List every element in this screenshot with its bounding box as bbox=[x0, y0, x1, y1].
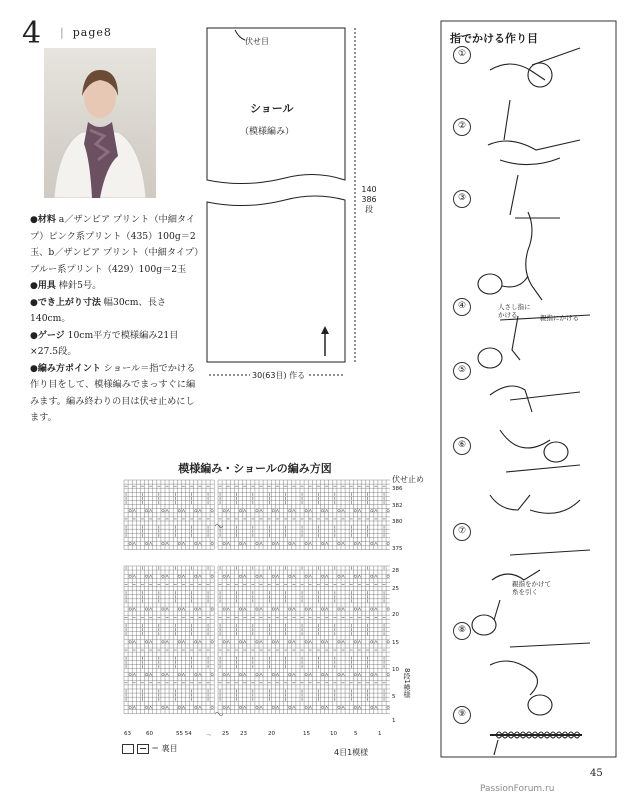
decrease-symbol bbox=[227, 706, 230, 709]
yarn-over-symbol bbox=[145, 673, 147, 675]
decrease-symbol bbox=[166, 542, 169, 545]
yarn-over-symbol bbox=[256, 510, 258, 512]
yarn-over-symbol bbox=[162, 706, 164, 708]
yarn-over-symbol bbox=[338, 673, 340, 675]
yarn-over-symbol bbox=[162, 641, 164, 643]
yarn-over-symbol bbox=[387, 542, 389, 544]
yarn-over-symbol bbox=[354, 706, 356, 708]
yarn-over-symbol bbox=[272, 575, 274, 577]
row-repeat-label: 8段1模様 bbox=[403, 668, 411, 698]
cast-on-title: 指でかける作り目 bbox=[450, 32, 538, 45]
decrease-symbol bbox=[227, 575, 230, 578]
yarn-over-symbol bbox=[223, 575, 225, 577]
yarn-over-symbol bbox=[162, 575, 164, 577]
yarn-over-symbol bbox=[239, 608, 241, 610]
decrease-symbol bbox=[292, 575, 295, 578]
row-label: 1 bbox=[392, 718, 396, 724]
col-label: 10 bbox=[330, 731, 337, 737]
decrease-symbol bbox=[198, 640, 201, 643]
yarn-over-symbol bbox=[162, 510, 164, 512]
step-number: ③ bbox=[453, 190, 471, 208]
step-number: ⑥ bbox=[453, 437, 471, 455]
yarn-over-symbol bbox=[272, 706, 274, 708]
decrease-symbol bbox=[292, 706, 295, 709]
yarn-over-symbol bbox=[239, 510, 241, 512]
yarn-over-symbol bbox=[321, 510, 323, 512]
decrease-symbol bbox=[182, 608, 185, 611]
decrease-symbol bbox=[325, 542, 328, 545]
shawl-title: ショール bbox=[250, 102, 294, 115]
bind-off-end-label: 伏せ止め bbox=[392, 475, 424, 484]
yarn-over-symbol bbox=[145, 706, 147, 708]
yarn-over-symbol bbox=[354, 575, 356, 577]
decrease-symbol bbox=[309, 542, 312, 545]
yarn-over-symbol bbox=[321, 673, 323, 675]
yarn-over-symbol bbox=[129, 673, 131, 675]
yarn-over-symbol bbox=[289, 641, 291, 643]
decrease-symbol bbox=[260, 575, 263, 578]
yarn-over-symbol bbox=[211, 542, 213, 544]
row-label: 382 bbox=[392, 503, 403, 509]
yarn-over-symbol bbox=[354, 510, 356, 512]
yarn-over-symbol bbox=[338, 510, 340, 512]
yarn-over-symbol bbox=[289, 608, 291, 610]
yarn-over-symbol bbox=[338, 641, 340, 643]
yarn-over-symbol bbox=[289, 575, 291, 577]
step-number: ① bbox=[453, 46, 471, 64]
yarn-over-symbol bbox=[145, 608, 147, 610]
col-repeat-label: 4目1模様 bbox=[334, 748, 369, 757]
yarn-over-symbol bbox=[305, 575, 307, 577]
materials-list bbox=[30, 212, 200, 427]
yarn-over-symbol bbox=[129, 608, 131, 610]
page-reference: | page8 bbox=[60, 26, 112, 39]
decrease-symbol bbox=[243, 673, 246, 676]
decrease-symbol bbox=[243, 608, 246, 611]
width-label: 30(63目) 作る bbox=[252, 371, 306, 380]
yarn-over-symbol bbox=[195, 706, 197, 708]
decrease-symbol bbox=[182, 542, 185, 545]
yarn-over-symbol bbox=[195, 641, 197, 643]
yarn-over-symbol bbox=[211, 673, 213, 675]
decrease-symbol bbox=[149, 542, 152, 545]
yarn-over-symbol bbox=[387, 608, 389, 610]
row-label: 25 bbox=[392, 586, 399, 592]
yarn-over-symbol bbox=[289, 542, 291, 544]
decrease-symbol bbox=[325, 509, 328, 512]
decrease-symbol bbox=[260, 542, 263, 545]
cast-on-illustrations bbox=[470, 40, 610, 755]
yarn-over-symbol bbox=[129, 510, 131, 512]
step-number: ② bbox=[453, 118, 471, 136]
yarn-over-symbol bbox=[354, 608, 356, 610]
decrease-symbol bbox=[276, 673, 279, 676]
yarn-over-symbol bbox=[195, 510, 197, 512]
decrease-symbol bbox=[374, 608, 377, 611]
decrease-symbol bbox=[342, 640, 345, 643]
chart-title: 模様編み・ショールの編み方図 bbox=[178, 462, 332, 475]
yarn-over-symbol bbox=[305, 706, 307, 708]
yarn-over-symbol bbox=[371, 510, 373, 512]
col-label: 55 54 bbox=[176, 731, 192, 737]
yarn-over-symbol bbox=[178, 542, 180, 544]
model-photo bbox=[44, 48, 156, 198]
yarn-over-symbol bbox=[239, 542, 241, 544]
yarn-over-symbol bbox=[387, 510, 389, 512]
yarn-over-symbol bbox=[211, 608, 213, 610]
step-number: ⑧ bbox=[453, 622, 471, 640]
yarn-over-symbol bbox=[195, 673, 197, 675]
col-label: 63 bbox=[124, 731, 131, 737]
decrease-symbol bbox=[374, 542, 377, 545]
yarn-over-symbol bbox=[195, 575, 197, 577]
yarn-over-symbol bbox=[223, 608, 225, 610]
row-label: 28 bbox=[392, 568, 399, 574]
yarn-over-symbol bbox=[371, 575, 373, 577]
yarn-over-symbol bbox=[354, 641, 356, 643]
yarn-over-symbol bbox=[371, 542, 373, 544]
decrease-symbol bbox=[243, 575, 246, 578]
step-number: ④ bbox=[453, 298, 471, 316]
yarn-over-symbol bbox=[223, 510, 225, 512]
yarn-over-symbol bbox=[239, 673, 241, 675]
decrease-symbol bbox=[325, 673, 328, 676]
col-label: 15 bbox=[303, 731, 310, 737]
step-number: ⑨ bbox=[453, 706, 471, 724]
yarn-over-symbol bbox=[162, 542, 164, 544]
yarn-over-symbol bbox=[162, 608, 164, 610]
decrease-symbol bbox=[342, 706, 345, 709]
decrease-symbol bbox=[149, 706, 152, 709]
yarn-over-symbol bbox=[256, 673, 258, 675]
decrease-symbol bbox=[325, 640, 328, 643]
yarn-over-symbol bbox=[256, 575, 258, 577]
yarn-over-symbol bbox=[178, 510, 180, 512]
row-label: 15 bbox=[392, 640, 399, 646]
decrease-symbol bbox=[358, 575, 361, 578]
decrease-symbol bbox=[292, 509, 295, 512]
decrease-symbol bbox=[227, 542, 230, 545]
decrease-symbol bbox=[133, 608, 136, 611]
yarn-over-symbol bbox=[145, 575, 147, 577]
decrease-symbol bbox=[227, 640, 230, 643]
decrease-symbol bbox=[276, 509, 279, 512]
decrease-symbol bbox=[260, 640, 263, 643]
col-label: 1 bbox=[378, 731, 382, 737]
yarn-over-symbol bbox=[129, 706, 131, 708]
yarn-over-symbol bbox=[178, 575, 180, 577]
yarn-over-symbol bbox=[145, 542, 147, 544]
decrease-symbol bbox=[227, 509, 230, 512]
decrease-symbol bbox=[358, 509, 361, 512]
yarn-over-symbol bbox=[178, 673, 180, 675]
decrease-symbol bbox=[133, 509, 136, 512]
yarn-over-symbol bbox=[256, 641, 258, 643]
yarn-over-symbol bbox=[272, 673, 274, 675]
yarn-over-symbol bbox=[338, 706, 340, 708]
yarn-over-symbol bbox=[272, 510, 274, 512]
decrease-symbol bbox=[182, 509, 185, 512]
yarn-over-symbol bbox=[338, 542, 340, 544]
decrease-symbol bbox=[292, 673, 295, 676]
decrease-symbol bbox=[198, 706, 201, 709]
tools-item: ●用具 棒針5号。 bbox=[30, 280, 102, 291]
decrease-symbol bbox=[342, 509, 345, 512]
yarn-over-symbol bbox=[338, 575, 340, 577]
col-label: 60 bbox=[146, 731, 153, 737]
yarn-over-symbol bbox=[321, 542, 323, 544]
decrease-symbol bbox=[149, 509, 152, 512]
decrease-symbol bbox=[133, 542, 136, 545]
col-label: 23 bbox=[240, 731, 247, 737]
decrease-symbol bbox=[342, 608, 345, 611]
yarn-over-symbol bbox=[387, 641, 389, 643]
size-item: ●でき上がり寸法 幅30cm、長さ140cm。 bbox=[30, 296, 167, 324]
row-label: 20 bbox=[392, 612, 399, 618]
length-label: 140 386 段 bbox=[358, 185, 380, 215]
decrease-symbol bbox=[292, 608, 295, 611]
yarn-over-symbol bbox=[256, 542, 258, 544]
yarn-over-symbol bbox=[195, 608, 197, 610]
yarn-over-symbol bbox=[289, 673, 291, 675]
decrease-symbol bbox=[243, 509, 246, 512]
row-label: 386 bbox=[392, 486, 403, 492]
yarn-over-symbol bbox=[371, 641, 373, 643]
chart-break-bottom bbox=[215, 713, 223, 716]
decrease-symbol bbox=[309, 640, 312, 643]
chart-legend: ＝ 裏目 bbox=[122, 743, 178, 754]
chart-top-right bbox=[218, 480, 390, 550]
yarn-over-symbol bbox=[272, 641, 274, 643]
decrease-symbol bbox=[292, 542, 295, 545]
yarn-over-symbol bbox=[129, 542, 131, 544]
decrease-symbol bbox=[243, 706, 246, 709]
decrease-symbol bbox=[374, 509, 377, 512]
bind-off-label: 伏せ目 bbox=[245, 37, 269, 46]
yarn-over-symbol bbox=[289, 510, 291, 512]
yarn-over-symbol bbox=[387, 706, 389, 708]
decrease-symbol bbox=[166, 706, 169, 709]
yarn-over-symbol bbox=[162, 673, 164, 675]
decrease-symbol bbox=[166, 509, 169, 512]
yarn-over-symbol bbox=[223, 706, 225, 708]
decrease-symbol bbox=[309, 706, 312, 709]
row-label: 5 bbox=[392, 694, 396, 700]
decrease-symbol bbox=[243, 542, 246, 545]
yarn-over-symbol bbox=[178, 706, 180, 708]
yarn-over-symbol bbox=[239, 575, 241, 577]
decrease-symbol bbox=[133, 673, 136, 676]
yarn-over-symbol bbox=[305, 673, 307, 675]
row-label: 10 bbox=[392, 667, 399, 673]
decrease-symbol bbox=[276, 706, 279, 709]
yarn-over-symbol bbox=[289, 706, 291, 708]
shawl-pattern: （模様編み） bbox=[240, 127, 295, 137]
chart-top-left bbox=[124, 480, 214, 550]
decrease-symbol bbox=[276, 608, 279, 611]
yarn-over-symbol bbox=[178, 608, 180, 610]
points-item: ●編み方ポイント ショール＝指でかける作り目をして、模様編みでまっすぐに編みます。編み終わりの目は伏せ止めにします。 bbox=[30, 362, 196, 423]
decrease-symbol bbox=[276, 640, 279, 643]
decrease-symbol bbox=[182, 575, 185, 578]
yarn-over-symbol bbox=[321, 575, 323, 577]
model-illustration bbox=[44, 48, 156, 198]
col-label: 5 bbox=[354, 731, 358, 737]
decrease-symbol bbox=[198, 608, 201, 611]
decrease-symbol bbox=[149, 640, 152, 643]
page-footer-number: 45 bbox=[590, 768, 603, 779]
yarn-over-symbol bbox=[371, 673, 373, 675]
decrease-symbol bbox=[149, 673, 152, 676]
yarn-over-symbol bbox=[195, 542, 197, 544]
decrease-symbol bbox=[342, 673, 345, 676]
yarn-over-symbol bbox=[145, 510, 147, 512]
yarn-over-symbol bbox=[211, 575, 213, 577]
decrease-symbol bbox=[182, 640, 185, 643]
blank-cell-icon bbox=[122, 744, 134, 754]
decrease-symbol bbox=[133, 575, 136, 578]
yarn-over-symbol bbox=[129, 641, 131, 643]
knitting-chart bbox=[122, 478, 390, 728]
col-label: 25 bbox=[222, 731, 229, 737]
yarn-over-symbol bbox=[145, 641, 147, 643]
yarn-over-symbol bbox=[387, 673, 389, 675]
decrease-symbol bbox=[166, 640, 169, 643]
watermark: PassionForum.ru bbox=[480, 784, 555, 794]
yarn-over-symbol bbox=[371, 706, 373, 708]
decrease-symbol bbox=[309, 608, 312, 611]
yarn-over-symbol bbox=[305, 641, 307, 643]
decrease-symbol bbox=[166, 608, 169, 611]
chart-bottom-left bbox=[124, 566, 214, 714]
row-label: 375 bbox=[392, 546, 403, 552]
step-number: ⑦ bbox=[453, 523, 471, 541]
yarn-over-symbol bbox=[305, 510, 307, 512]
decrease-symbol bbox=[325, 608, 328, 611]
decrease-symbol bbox=[309, 673, 312, 676]
decrease-symbol bbox=[260, 706, 263, 709]
yarn-over-symbol bbox=[178, 641, 180, 643]
page-number: 4 bbox=[22, 16, 42, 51]
decrease-symbol bbox=[227, 608, 230, 611]
row-label: 380 bbox=[392, 519, 403, 525]
step-number: ⑤ bbox=[453, 362, 471, 380]
decrease-symbol bbox=[260, 509, 263, 512]
yarn-over-symbol bbox=[223, 542, 225, 544]
decrease-symbol bbox=[198, 673, 201, 676]
step4-note-thumb: 親指にかける bbox=[540, 314, 579, 322]
yarn-over-symbol bbox=[321, 641, 323, 643]
yarn-over-symbol bbox=[239, 641, 241, 643]
decrease-symbol bbox=[374, 575, 377, 578]
decrease-symbol bbox=[166, 575, 169, 578]
yarn-over-symbol bbox=[354, 673, 356, 675]
decrease-symbol bbox=[374, 706, 377, 709]
decrease-symbol bbox=[133, 706, 136, 709]
step4-note-index: 人さし指にかける bbox=[498, 303, 531, 319]
col-ellipsis: 〜 bbox=[206, 733, 212, 739]
decrease-symbol bbox=[149, 608, 152, 611]
decrease-symbol bbox=[374, 673, 377, 676]
yarn-over-symbol bbox=[223, 641, 225, 643]
yarn-over-symbol bbox=[338, 608, 340, 610]
decrease-symbol bbox=[198, 509, 201, 512]
decrease-symbol bbox=[342, 575, 345, 578]
decrease-symbol bbox=[227, 673, 230, 676]
yarn-over-symbol bbox=[223, 673, 225, 675]
decrease-symbol bbox=[182, 706, 185, 709]
decrease-symbol bbox=[292, 640, 295, 643]
yarn-over-symbol bbox=[211, 641, 213, 643]
decrease-symbol bbox=[309, 509, 312, 512]
yarn-over-symbol bbox=[272, 608, 274, 610]
yarn-over-symbol bbox=[371, 608, 373, 610]
decrease-symbol bbox=[133, 640, 136, 643]
yarn-over-symbol bbox=[321, 608, 323, 610]
purl-cell-icon bbox=[137, 744, 149, 754]
yarn-over-symbol bbox=[321, 706, 323, 708]
yarn-over-symbol bbox=[129, 575, 131, 577]
step7-note: 親指をかけて糸を引く bbox=[512, 580, 551, 596]
decrease-symbol bbox=[358, 706, 361, 709]
decrease-symbol bbox=[325, 575, 328, 578]
materials-item: ●材料 a／ザンビア プリント（中細タイプ）ピンク系プリント（435）100g＝2玉、b／ザンビア プリント（中細タイプ）ブルー系プリント（429）100g＝2玉 bbox=[30, 214, 199, 275]
decrease-symbol bbox=[166, 673, 169, 676]
decrease-symbol bbox=[182, 673, 185, 676]
col-label: 20 bbox=[268, 731, 275, 737]
decrease-symbol bbox=[358, 608, 361, 611]
yarn-over-symbol bbox=[387, 575, 389, 577]
yarn-over-symbol bbox=[211, 510, 213, 512]
decrease-symbol bbox=[374, 640, 377, 643]
decrease-symbol bbox=[358, 673, 361, 676]
yarn-over-symbol bbox=[305, 542, 307, 544]
decrease-symbol bbox=[260, 673, 263, 676]
yarn-over-symbol bbox=[239, 706, 241, 708]
decrease-symbol bbox=[198, 542, 201, 545]
decrease-symbol bbox=[358, 640, 361, 643]
gauge-item: ●ゲージ 10cm平方で模様編み21目×27.5段。 bbox=[30, 329, 179, 357]
decrease-symbol bbox=[260, 608, 263, 611]
decrease-symbol bbox=[198, 575, 201, 578]
decrease-symbol bbox=[149, 575, 152, 578]
decrease-symbol bbox=[325, 706, 328, 709]
chart-bottom-right bbox=[218, 566, 390, 714]
decrease-symbol bbox=[358, 542, 361, 545]
yarn-over-symbol bbox=[256, 706, 258, 708]
yarn-over-symbol bbox=[256, 608, 258, 610]
yarn-over-symbol bbox=[305, 608, 307, 610]
decrease-symbol bbox=[342, 542, 345, 545]
decrease-symbol bbox=[276, 542, 279, 545]
decrease-symbol bbox=[309, 575, 312, 578]
decrease-symbol bbox=[276, 575, 279, 578]
yarn-over-symbol bbox=[211, 706, 213, 708]
decrease-symbol bbox=[243, 640, 246, 643]
yarn-over-symbol bbox=[354, 542, 356, 544]
yarn-over-symbol bbox=[272, 542, 274, 544]
